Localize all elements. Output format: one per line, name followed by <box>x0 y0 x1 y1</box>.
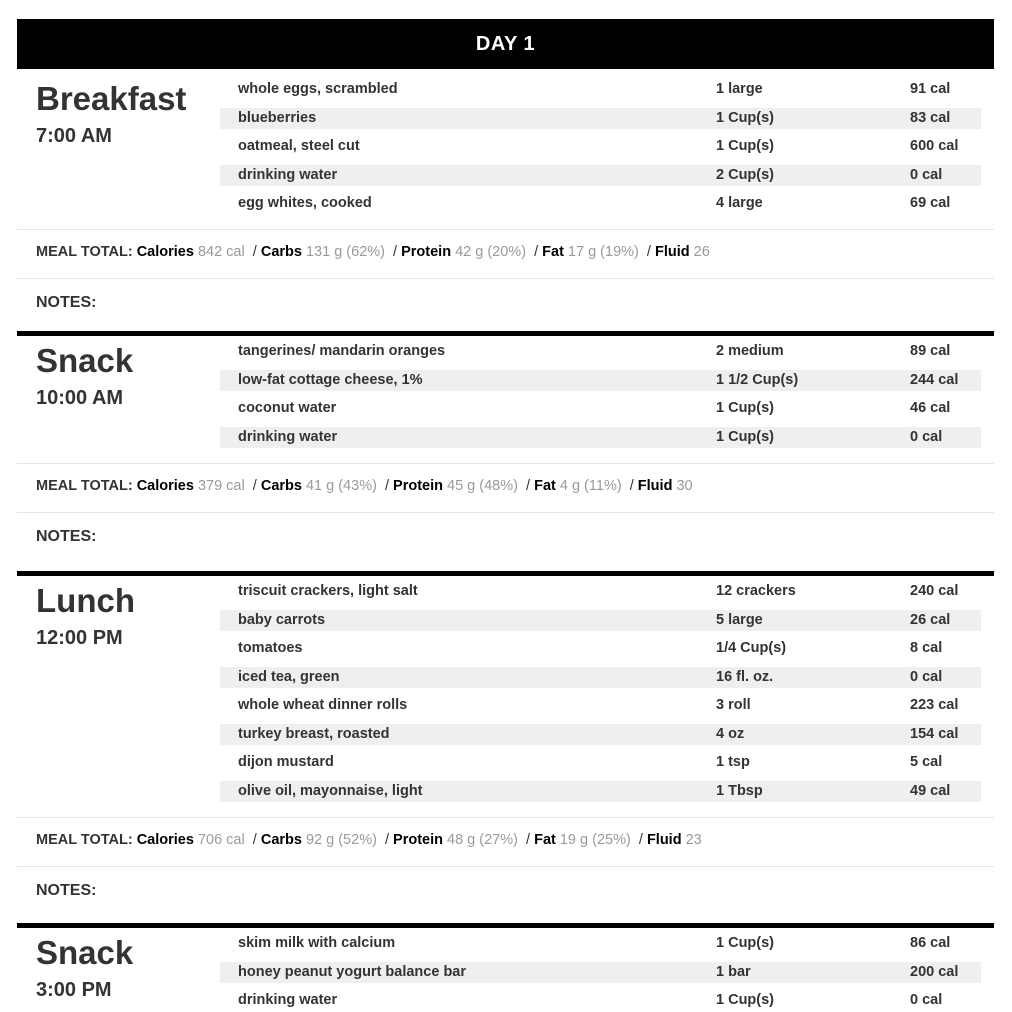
divider-slash: / <box>244 477 261 494</box>
food-quantity: 1 Cup(s) <box>716 992 774 1008</box>
meal-section <box>17 331 994 545</box>
food-row <box>220 990 981 1011</box>
food-quantity: 3 roll <box>716 697 751 713</box>
food-quantity: 5 large <box>716 611 763 628</box>
food-quantity: 1 Tbsp <box>716 782 763 799</box>
protein-label: Protein <box>393 477 443 494</box>
food-name: coconut water <box>238 400 337 416</box>
food-quantity: 1 1/2 Cup(s) <box>716 371 799 388</box>
food-quantity: 1 tsp <box>716 754 750 770</box>
food-quantity: 2 medium <box>716 343 784 359</box>
fluid-label: Fluid <box>655 244 690 260</box>
food-row <box>220 933 981 954</box>
divider-slash: / <box>517 831 535 848</box>
calories-label: Calories <box>136 244 194 260</box>
food-row <box>220 370 981 391</box>
food-calories: 223 cal <box>910 697 959 713</box>
meal-total-label: MEAL TOTAL: <box>36 831 137 848</box>
divider-slash: / <box>376 477 394 494</box>
food-quantity: 1 bar <box>716 963 751 980</box>
meal-total <box>36 476 693 496</box>
food-row <box>220 79 981 100</box>
food-name: skim milk with calcium <box>238 935 396 951</box>
fat-label: Fat <box>534 831 556 848</box>
food-name: iced tea, green <box>238 668 340 685</box>
food-quantity: 1/4 Cup(s) <box>716 640 787 656</box>
food-calories: 46 cal <box>910 400 951 416</box>
food-calories: 0 cal <box>910 668 943 685</box>
fat-label: Fat <box>534 477 556 494</box>
food-quantity: 1 Cup(s) <box>716 109 774 126</box>
meal-time: 7:00 AM <box>36 125 112 147</box>
food-row <box>220 695 981 716</box>
food-calories: 49 cal <box>910 782 951 799</box>
notes-label: NOTES: <box>36 881 97 899</box>
meal-total <box>36 242 710 262</box>
divider-slash: / <box>244 831 261 848</box>
food-row <box>220 667 981 688</box>
food-quantity: 16 fl. oz. <box>716 668 774 685</box>
food-quantity: 12 crackers <box>716 583 796 599</box>
divider-slash: / <box>517 477 535 494</box>
food-calories: 200 cal <box>910 963 959 980</box>
calories-value: 842 cal <box>193 244 245 260</box>
food-row <box>220 398 981 419</box>
food-calories: 0 cal <box>910 992 943 1008</box>
food-row <box>220 610 981 631</box>
food-name: baby carrots <box>238 611 326 628</box>
fat-value: 17 g (19%) <box>563 244 639 260</box>
protein-label: Protein <box>393 831 443 848</box>
meal-total-label: MEAL TOTAL: <box>36 244 137 260</box>
divider-slash: / <box>244 244 261 260</box>
fluid-label: Fluid <box>646 831 682 848</box>
protein-value: 42 g (20%) <box>451 244 527 260</box>
fat-value: 19 g (25%) <box>555 831 631 848</box>
separator <box>17 512 994 513</box>
food-calories: 154 cal <box>910 725 959 742</box>
divider-slash: / <box>630 831 647 848</box>
food-quantity: 1 Cup(s) <box>716 138 774 154</box>
food-quantity: 1 Cup(s) <box>716 428 774 445</box>
meal-time: 12:00 PM <box>36 627 123 649</box>
food-row <box>220 581 981 602</box>
food-name: tangerines/ mandarin oranges <box>238 343 446 359</box>
meal-total-label: MEAL TOTAL: <box>36 477 137 494</box>
food-name: low-fat cottage cheese, 1% <box>238 371 423 388</box>
protein-value: 45 g (48%) <box>443 477 518 494</box>
meal-time: 3:00 PM <box>36 979 112 1001</box>
food-quantity: 2 Cup(s) <box>716 166 774 183</box>
meal-name: Breakfast <box>36 80 187 117</box>
carbs-value: 41 g (43%) <box>301 477 377 494</box>
food-name: blueberries <box>238 109 317 126</box>
separator <box>17 866 994 867</box>
divider-slash: / <box>621 477 638 494</box>
food-calories: 89 cal <box>910 343 951 359</box>
food-calories: 26 cal <box>910 611 951 628</box>
food-name: tomatoes <box>238 640 303 656</box>
protein-value: 48 g (27%) <box>443 831 518 848</box>
food-row <box>220 136 981 157</box>
separator <box>17 463 994 464</box>
food-quantity: 4 large <box>716 195 763 211</box>
food-calories: 83 cal <box>910 109 951 126</box>
food-row <box>220 724 981 745</box>
calories-label: Calories <box>136 477 194 494</box>
food-row <box>220 781 981 802</box>
meal-section <box>17 571 994 899</box>
food-calories: 240 cal <box>910 583 959 599</box>
food-name: drinking water <box>238 166 338 183</box>
food-name: drinking water <box>238 428 338 445</box>
separator <box>17 229 994 230</box>
day-header <box>17 19 994 69</box>
fat-value: 4 g (11%) <box>555 477 622 494</box>
carbs-label: Carbs <box>260 831 302 848</box>
food-quantity: 1 Cup(s) <box>716 400 774 416</box>
food-row <box>220 165 981 186</box>
food-row <box>220 427 981 448</box>
carbs-value: 92 g (52%) <box>301 831 377 848</box>
food-quantity: 1 Cup(s) <box>716 935 774 951</box>
food-row <box>220 341 981 362</box>
food-calories: 0 cal <box>910 166 943 183</box>
food-name: olive oil, mayonnaise, light <box>238 782 423 799</box>
food-row <box>220 108 981 129</box>
meal-name: Snack <box>36 934 134 971</box>
food-name: oatmeal, steel cut <box>238 138 360 154</box>
calories-value: 706 cal <box>193 831 245 848</box>
fluid-label: Fluid <box>637 477 673 494</box>
food-calories: 69 cal <box>910 195 951 211</box>
food-name: egg whites, cooked <box>238 195 372 211</box>
food-row <box>220 962 981 983</box>
food-name: whole wheat dinner rolls <box>238 697 408 713</box>
carbs-label: Carbs <box>260 244 302 260</box>
food-calories: 244 cal <box>910 371 959 388</box>
food-calories: 86 cal <box>910 935 951 951</box>
food-row <box>220 638 981 659</box>
fat-label: Fat <box>542 244 564 260</box>
calories-value: 379 cal <box>193 477 245 494</box>
divider-slash: / <box>384 244 402 260</box>
food-quantity: 1 large <box>716 81 763 97</box>
carbs-value: 131 g (62%) <box>301 244 385 260</box>
meal-total <box>36 830 702 850</box>
notes-label: NOTES: <box>36 294 97 311</box>
divider-slash: / <box>638 244 655 260</box>
food-calories: 91 cal <box>910 81 951 97</box>
meal-name: Lunch <box>36 582 135 619</box>
food-name: drinking water <box>238 992 338 1008</box>
protein-label: Protein <box>401 244 452 260</box>
food-name: honey peanut yogurt balance bar <box>238 963 467 980</box>
meal-name: Snack <box>36 342 134 379</box>
fluid-value: 23 <box>681 831 702 848</box>
separator <box>17 817 994 818</box>
day-title: DAY 1 <box>475 32 536 55</box>
separator <box>17 278 994 279</box>
food-calories: 600 cal <box>910 138 959 154</box>
food-name: whole eggs, scrambled <box>238 81 398 97</box>
food-row <box>220 752 981 773</box>
fluid-value: 26 <box>689 244 710 260</box>
divider-slash: / <box>376 831 394 848</box>
food-name: turkey breast, roasted <box>238 725 390 742</box>
food-name: dijon mustard <box>238 754 334 770</box>
food-calories: 5 cal <box>910 754 943 770</box>
food-calories: 8 cal <box>910 640 943 656</box>
notes-label: NOTES: <box>36 527 97 545</box>
fluid-value: 30 <box>672 477 693 494</box>
meal-time: 10:00 AM <box>36 387 124 409</box>
calories-label: Calories <box>136 831 194 848</box>
food-quantity: 4 oz <box>716 725 745 742</box>
food-name: triscuit crackers, light salt <box>238 583 418 599</box>
meal-section <box>17 923 994 1008</box>
food-calories: 0 cal <box>910 428 943 445</box>
carbs-label: Carbs <box>260 477 302 494</box>
food-row <box>220 193 981 214</box>
divider-slash: / <box>526 244 543 260</box>
